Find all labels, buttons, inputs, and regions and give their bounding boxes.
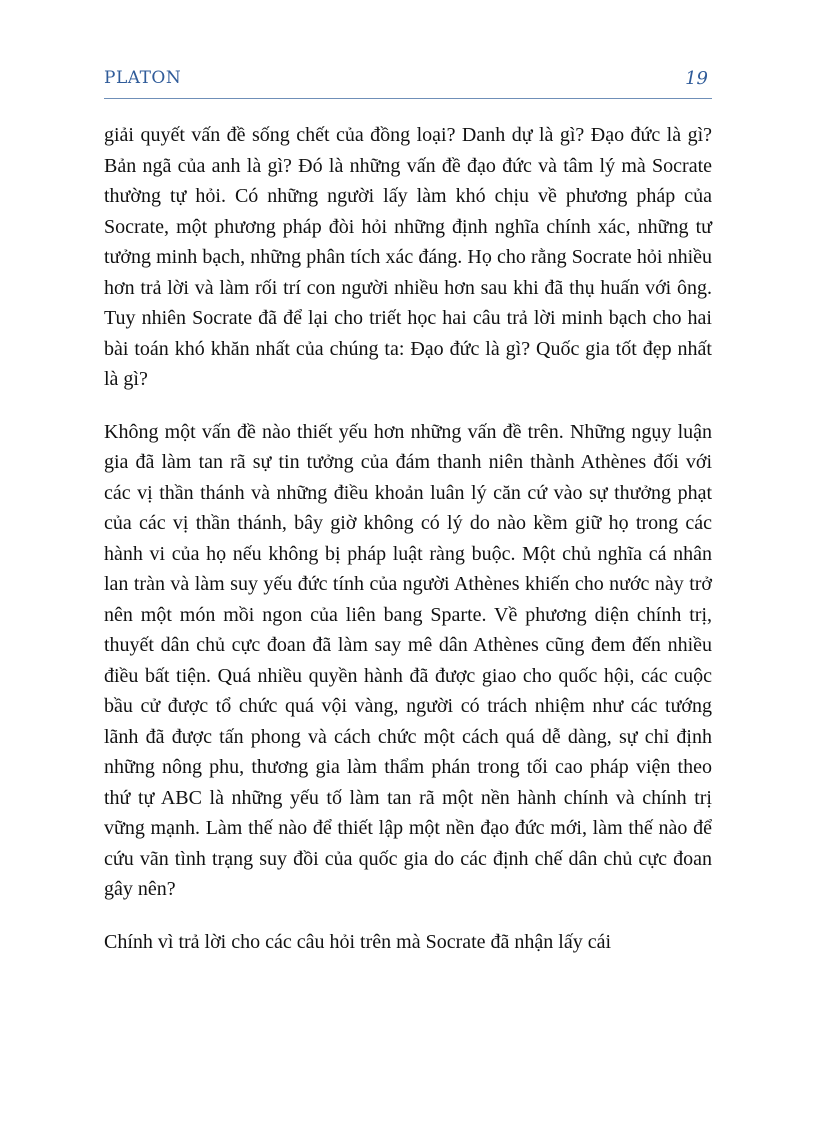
paragraph: giải quyết vấn đề sống chết của đồng loại? Danh dự là gì? Đạo đức là gì? Bản ngã của anh là gì? Đó là những vấn đề đạo đức và tâm lý mà Socrate thường tự hỏi. Có những người lấy làm khó chịu về phương pháp của Socrate, một phương pháp đòi hỏi những định nghĩa chính xác, những tư tưởng minh bạch, những phân tích xác đáng. Họ cho rằng Socrate hỏi nhiều hơn trả lời và làm rối trí con người nhiều hơn sau khi đã thụ huấn với ông. Tuy nhiên Socrate đã để lại cho triết học hai câu trả lời minh bạch cho hai bài toán khó khăn nhất của chúng ta: Đạo đức là gì? Quốc gia tốt đẹp nhất là gì? (104, 124, 712, 390)
paragraph: Không một vấn đề nào thiết yếu hơn những vấn đề trên. Những ngụy luận gia đã làm tan rã sự tin tưởng của đám thanh niên thành Athènes đối với các vị thần thánh và những điều khoản luân lý căn cứ vào sự thưởng phạt của các vị thần thánh, bây giờ không có lý do nào kềm giữ họ trong các hành vi của họ nếu không bị pháp luật ràng buộc. Một chủ nghĩa cá nhân lan tràn và làm suy yếu đức tính của người Athènes khiến cho nước này trở nên một món mồi ngon của liên bang Sparte. Về phương diện chính trị, thuyết dân chủ cực đoan đã làm say mê dân Athènes cũng đem đến nhiều điều bất tiện. Quá nhiều quyền hành đã được giao cho quốc hội, các cuộc bầu cử được tổ chức quá vội vàng, người có trách nhiệm như các tướng lãnh đã được tấn phong và cách chức một cách quá dễ dàng, sự chỉ định những nông phu, thương gia làm thẩm phán trong tối cao pháp viện theo thứ tự ABC là những yếu tố làm tan rã một nền hành chính và chính trị vững mạnh. Làm thế nào để thiết lập một nền đạo đức mới, làm thế nào để cứu vãn tình trạng suy đồi của quốc gia do các định chế dân chủ cực đoan gây nên? (104, 420, 712, 900)
paragraph: Chính vì trả lời cho các câu hỏi trên mà Socrate đã nhận lấy cái (104, 930, 612, 953)
running-header (104, 60, 712, 99)
page-number: 19 (685, 68, 708, 89)
body-text (104, 120, 712, 979)
header-title: PLATON (104, 68, 182, 88)
